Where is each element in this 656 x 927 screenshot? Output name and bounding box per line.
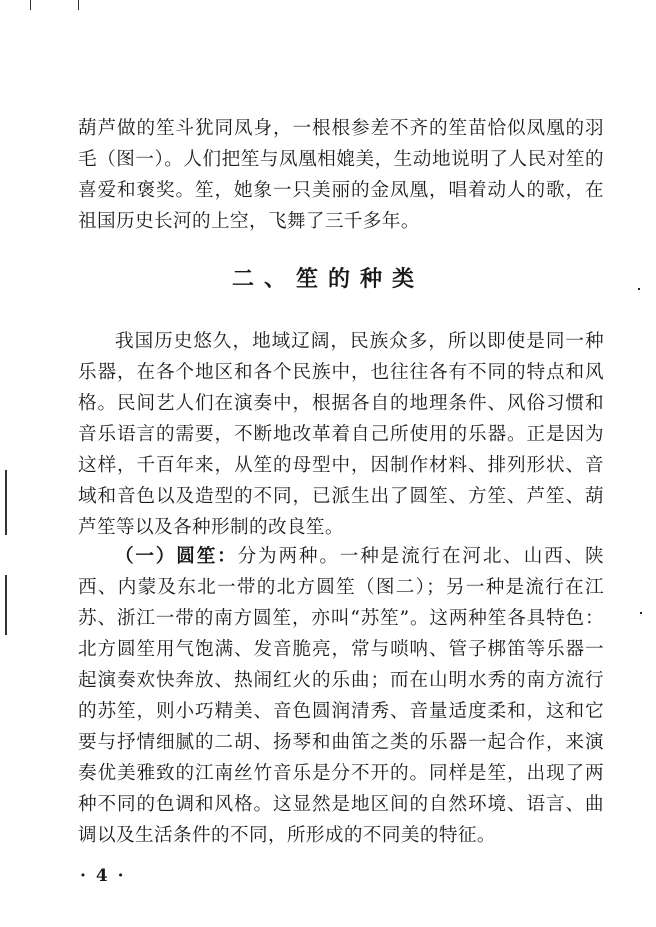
- body-paragraph-round-sheng: [78, 541, 604, 851]
- left-margin-mark: [5, 470, 7, 535]
- subsection-label: （一）圆笙：: [115, 546, 238, 567]
- left-margin-mark: [5, 575, 7, 635]
- page-number: · 4 ·: [80, 866, 126, 886]
- scan-speck: [640, 612, 642, 614]
- section-heading: 二、笙的种类: [231, 266, 424, 292]
- subsection-text: 分为两种。一种是流行在河北、山西、陕西、内蒙及东北一带的北方圆笙（图二）；另一种是流行在江苏、浙江一带的南方圆笙，亦叫“苏笙”。这两种笙各具特色：北方圆笙用气饱满、发音脆亮，常与唢呐、管子梆笛等乐器一起演奏欢快奔放、热闹红火的乐曲；而在山明水秀的南方流行的苏笙，则小巧精美、音色圆润清秀、音量适度柔和，这和它要与抒情细腻的二胡、扬琴和曲笛之类的乐器一起合作，来演奏优美雅致的江南丝竹音乐是分不开的。同样是笙，出现了两种不同的色调和风格。这显然是地区间的自然环境、语言、曲调以及生活条件的不同，所形成的不同美的特征。: [78, 546, 604, 846]
- top-edge-mark: [30, 0, 31, 10]
- paragraph-continuation: 葫芦做的笙斗犹同凤身，一根根参差不齐的笙苗恰似凤凰的羽毛（图一）。人们把笙与凤凰相媲美，生动地说明了人民对笙的喜爱和褒奖。笙，她象一只美丽的金凤凰，唱着动人的歌，在祖国历史长河的上空，飞舞了三千多年。: [78, 118, 604, 232]
- body-paragraph: 我国历史悠久，地域辽阔，民族众多，所以即使是同一种乐器，在各个地区和各个民族中，也往往各有不同的特点和风格。民间艺人们在演奏中，根据各自的地理条件、风俗习惯和音乐语言的需要，不断地改革着自己所使用的乐器。正是因为这样，千百年来，从笙的母型中，因制作材料、排列形状、音域和音色以及造型的不同，已派生出了圆笙、方笙、芦笙、葫芦笙等以及各种形制的改良笙。: [78, 331, 604, 538]
- top-edge-mark: [78, 0, 79, 10]
